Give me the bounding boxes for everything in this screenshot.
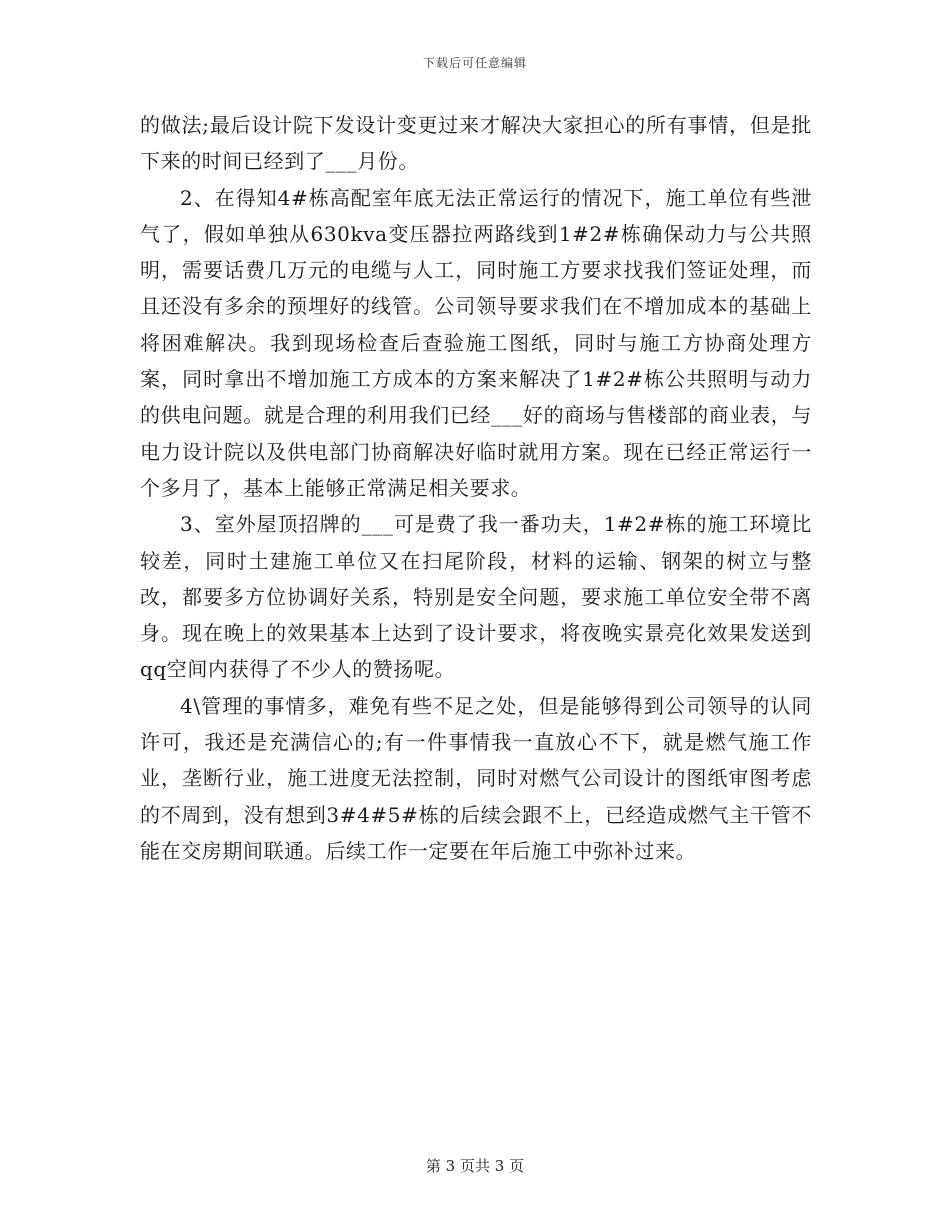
paragraph-item-3: 3、室外屋顶招牌的___可是费了我一番功夫，1#2#栋的施工环境比较差，同时土建施工单位又在扫尾阶段，材料的运输、钢架的树立与整改，都要多方位协调好关系，特别是安全问题，要求施工单位安全带不离身。现在晚上的效果基本上达到了设计要求，将夜晚实景亮化效果发送到qq空间内获得了不少人的赞扬呢。 — [140, 512, 812, 682]
page-number-footer: 第 3 页共 3 页 — [425, 1157, 525, 1175]
document-body — [140, 107, 812, 869]
page-header: 下载后可任意编辑 — [422, 56, 527, 70]
paragraph-item-4: 4\管理的事情多，难免有些不足之处，但是能够得到公司领导的认同许可，我还是充满信心的;有一件事情我一直放心不下，就是燃气施工作业，垄断行业，施工进度无法控制，同时对燃气公司设计的图纸审图考虑的不周到，没有想到3#4#5#栋的后续会跟不上，已经造成燃气主干管不能在交房期间联通。后续工作一定要在年后施工中弥补过来。 — [140, 693, 812, 863]
paragraph-item-2: 2、在得知4#栋高配室年底无法正常运行的情况下，施工单位有些泄气了，假如单独从630kva变压器拉两路线到1#2#栋确保动力与公共照明，需要话费几万元的电缆与人工，同时施工方要求找我们签证处理，而且还没有多余的预埋好的线管。公司领导要求我们在不增加成本的基础上将困难解决。我到现场检查后查验施工图纸，同时与施工方协商处理方案，同时拿出不增加施工方成本的方案来解决了1#2#栋公共照明与动力的供电问题。就是合理的利用我们已经___好的商场与售楼部的商业表，与电力设计院以及供电部门协商解决好临时就用方案。现在已经正常运行一个多月了，基本上能够正常满足相关要求。 — [140, 185, 812, 500]
paragraph-continuation: 的做法;最后设计院下发设计变更过来才解决大家担心的所有事情，但是批下来的时间已经到了___月份。 — [140, 113, 812, 174]
